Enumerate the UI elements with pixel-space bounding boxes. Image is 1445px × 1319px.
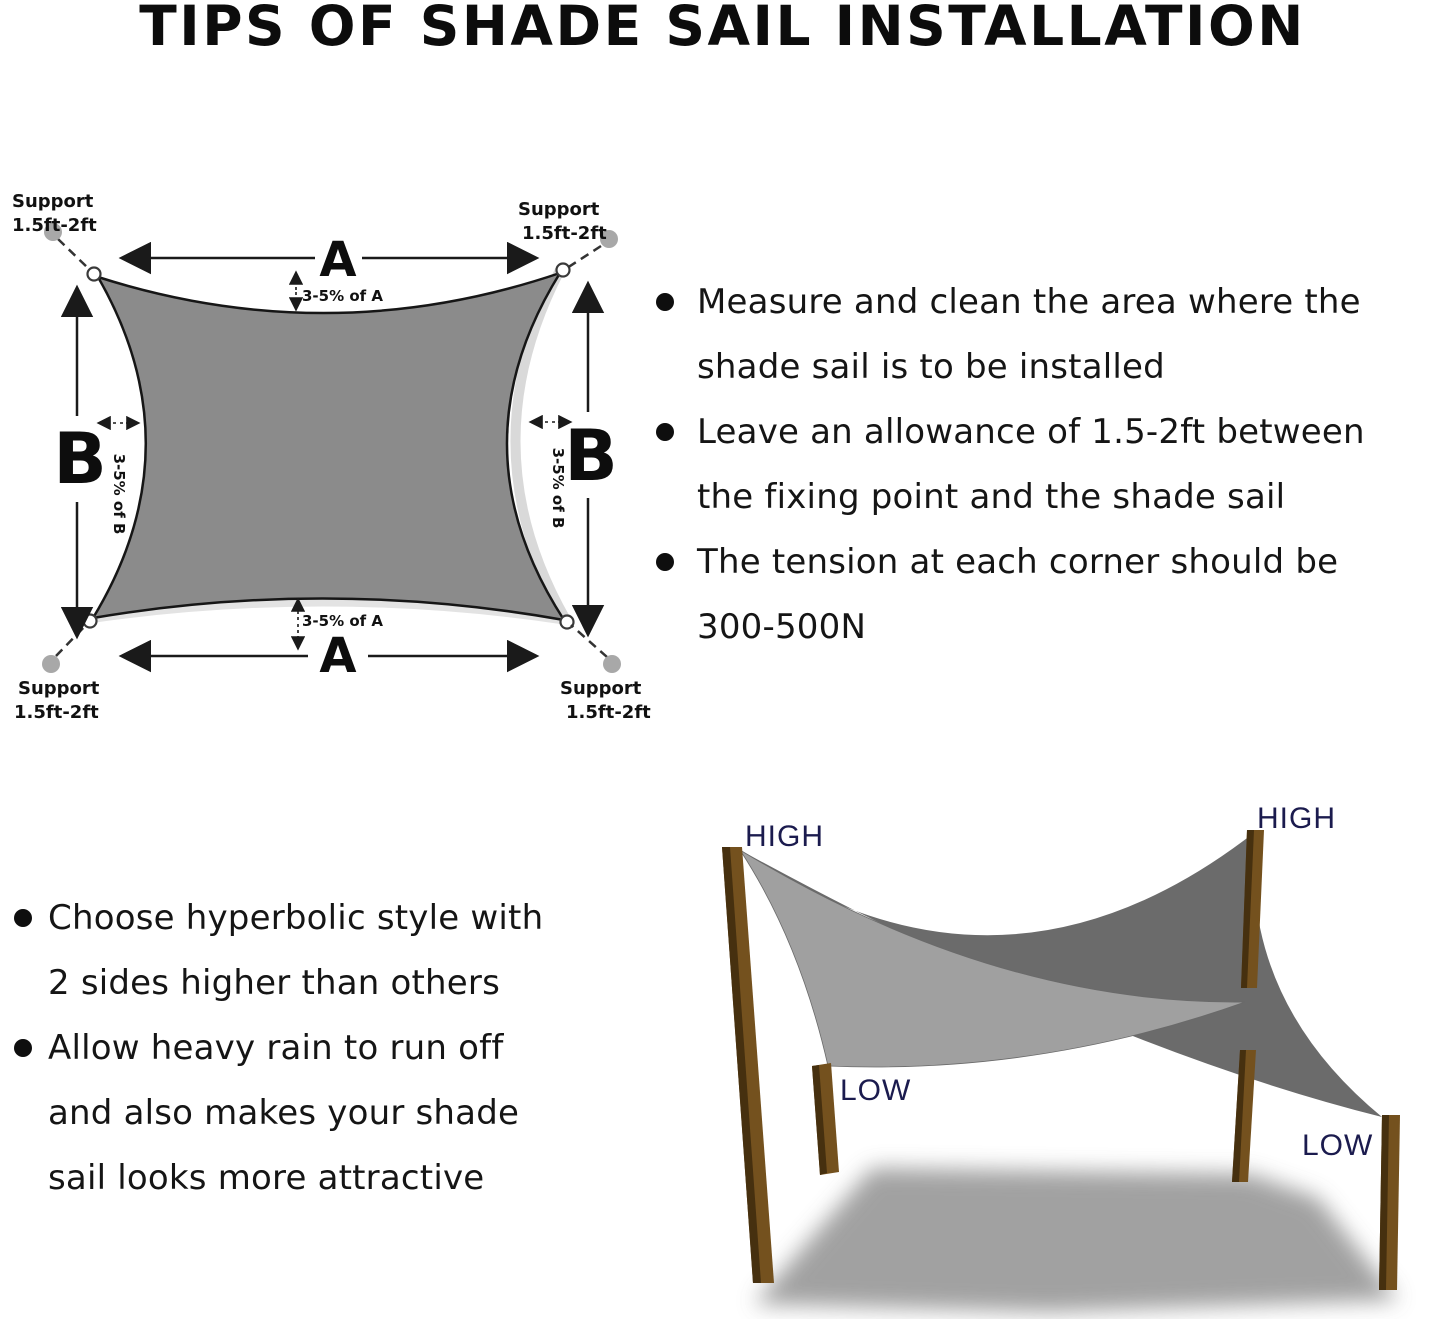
bullet-dot-icon xyxy=(656,553,674,571)
bullet-dot-icon xyxy=(656,293,674,311)
high-label-left: HIGH xyxy=(745,820,824,853)
support-label-bottom-right: Support xyxy=(560,678,642,699)
tie-line-top-right xyxy=(567,246,601,268)
bullet-dot-icon xyxy=(14,909,32,927)
support-distance-top-left: 1.5ft-2ft xyxy=(12,215,97,236)
tip-line: 300-500N xyxy=(697,607,867,647)
tip-line: sail looks more attractive xyxy=(48,1158,485,1198)
shade-sail-shape xyxy=(93,273,564,620)
tie-line-top-left xyxy=(58,239,90,270)
tip-line: Measure and clean the area where the xyxy=(697,282,1361,322)
high-label-right: HIGH xyxy=(1257,802,1336,835)
tip-line: Choose hyperbolic style with xyxy=(48,898,544,938)
tips-list-right xyxy=(648,270,1445,660)
support-label-bottom-left: Support xyxy=(18,678,100,699)
grommet-top-left xyxy=(88,268,101,281)
sag-a-bottom-label: 3-5% of A xyxy=(302,612,384,630)
support-dot-bottom-right xyxy=(603,655,621,673)
tip-item xyxy=(10,1016,670,1211)
tip-item xyxy=(648,400,1445,530)
ground-shadow xyxy=(754,1168,1398,1312)
tip-item xyxy=(648,270,1445,400)
page-title: TIPS OF SHADE SAIL INSTALLATION xyxy=(139,0,1306,58)
support-label-top-right: Support xyxy=(518,199,600,220)
shade-sail-dimension-diagram xyxy=(0,160,680,760)
grommet-top-right xyxy=(557,264,570,277)
low-label-right: LOW xyxy=(1302,1129,1374,1162)
dim-a-top-label: A xyxy=(319,232,357,288)
tip-line: The tension at each corner should be xyxy=(697,542,1339,582)
tip-line: 2 sides higher than others xyxy=(48,963,501,1003)
tip-line: Leave an allowance of 1.5-2ft between xyxy=(697,412,1365,452)
sag-b-left-label: 3-5% of B xyxy=(110,453,128,535)
tie-line-bottom-left xyxy=(56,624,87,656)
tip-line: and also makes your shade xyxy=(48,1093,520,1133)
support-distance-top-right: 1.5ft-2ft xyxy=(522,223,607,244)
support-label-top-left: Support xyxy=(12,191,94,212)
dim-b-left-label: B xyxy=(53,418,107,500)
tip-item xyxy=(10,886,670,1016)
bullet-dot-icon xyxy=(656,423,674,441)
hyperbolic-sail-illustration xyxy=(650,770,1445,1319)
low-label-left: LOW xyxy=(840,1074,912,1107)
sag-b-right-label: 3-5% of B xyxy=(549,447,567,529)
grommet-bottom-left xyxy=(84,615,97,628)
tip-line: shade sail is to be installed xyxy=(697,347,1165,387)
dim-a-bottom-label: A xyxy=(319,628,357,684)
tip-item xyxy=(648,530,1445,660)
tips-list-left xyxy=(10,886,670,1211)
bullet-dot-icon xyxy=(14,1039,32,1057)
support-distance-bottom-right: 1.5ft-2ft xyxy=(566,702,651,723)
dim-b-right-label: B xyxy=(564,415,618,497)
sag-a-top-label: 3-5% of A xyxy=(302,287,384,305)
support-dot-bottom-left xyxy=(42,655,60,673)
tip-line: Allow heavy rain to run off xyxy=(48,1028,504,1068)
support-distance-bottom-left: 1.5ft-2ft xyxy=(14,702,99,723)
tip-line: the fixing point and the shade sail xyxy=(697,477,1286,517)
